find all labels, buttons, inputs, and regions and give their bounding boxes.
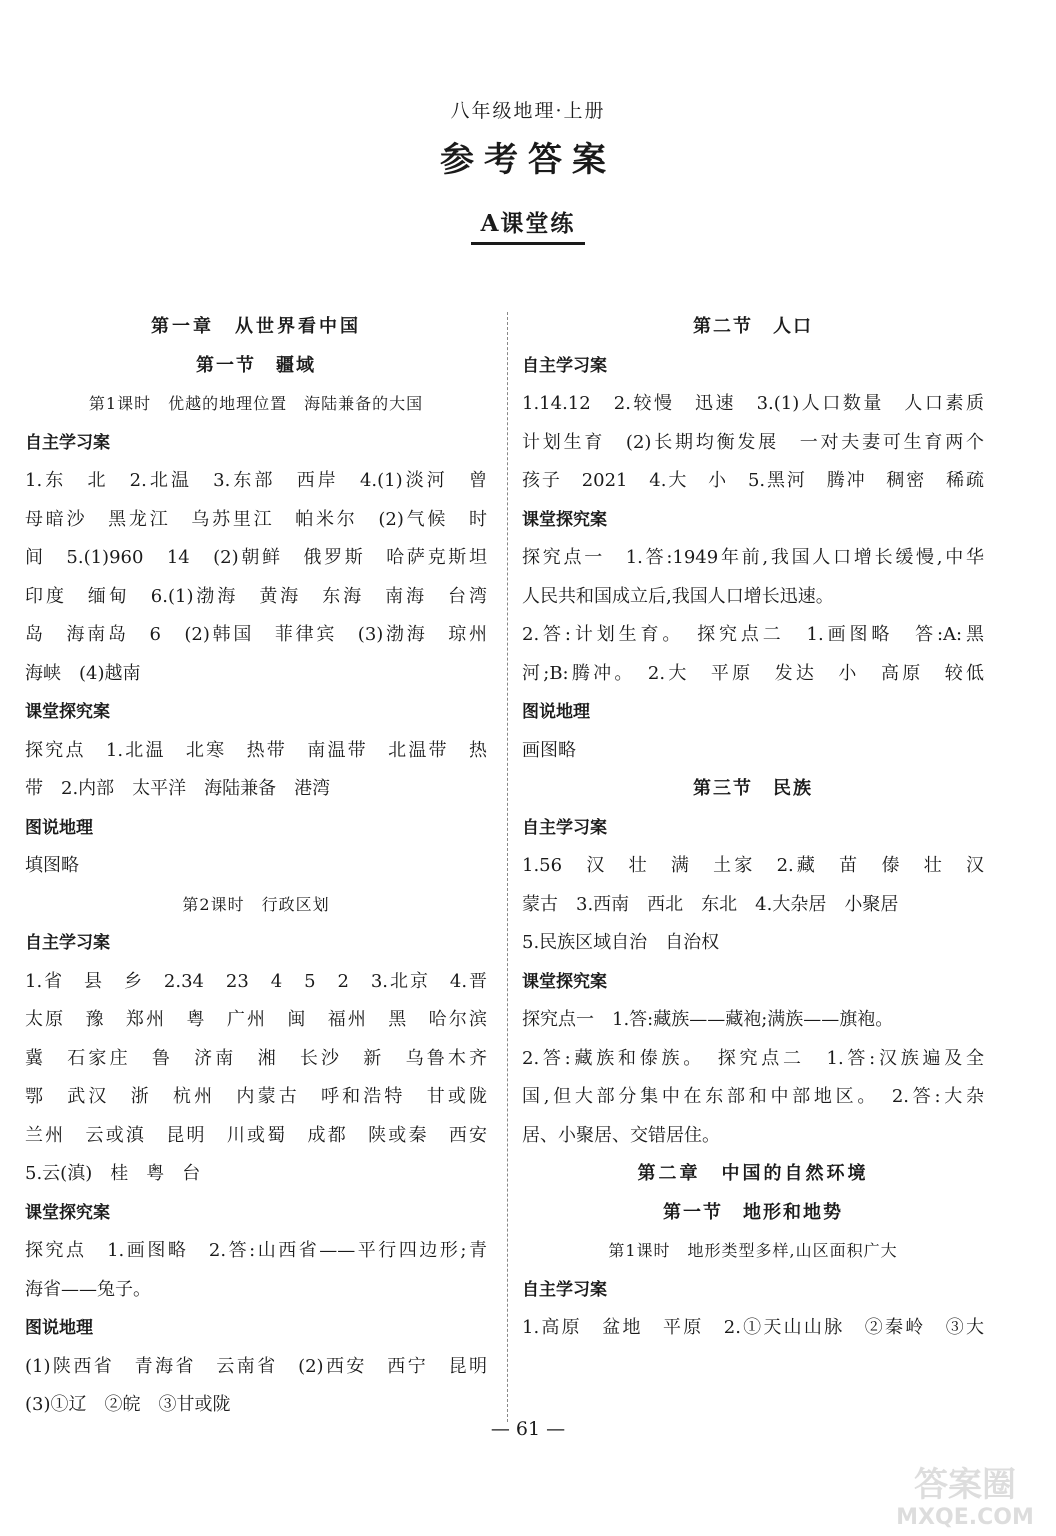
text-line: 海省——兔子。: [25, 1278, 151, 1300]
column-divider: [507, 312, 508, 1422]
text-line: 画图略: [522, 739, 576, 761]
text-line: 第三节 民族: [693, 778, 813, 799]
text-line: 孩子 2021 4.大 小 5.黑河 腾冲 稠密 稀疏: [522, 470, 984, 491]
text-line: 国,但大部分集中在东部和中部地区。 2.答:大杂: [522, 1086, 984, 1107]
text-line: 图说地理: [522, 702, 590, 722]
right-column: [522, 308, 984, 1348]
text-line: 1.14.12 2.较慢 迅速 3.(1)人口数量 人口素质: [522, 393, 984, 414]
text-line: 5.云(滇) 桂 粤 台: [25, 1163, 201, 1184]
text-line: 1.东 北 2.北温 3.东部 西岸 4.(1)淡河 曾: [25, 470, 487, 491]
text-line: 自主学习案: [522, 817, 607, 838]
text-line: 课堂探究案: [522, 509, 607, 530]
text-line: 图说地理: [25, 817, 93, 838]
text-line: 第一节 疆域: [196, 354, 316, 376]
text-line: 兰州 云或滇 昆明 川或蜀 成都 陕或秦 西安: [25, 1124, 487, 1146]
text-line: 探究点一 1.答:1949年前,我国人口增长缓慢,中华: [522, 547, 984, 568]
text-line: 2.答:计划生育。 探究点二 1.画图略 答:A:黑: [522, 624, 984, 645]
text-line: 蒙古 3.西南 西北 东北 4.大杂居 小聚居: [522, 893, 899, 915]
text-line: 1.56 汉 壮 满 土家 2.藏 苗 傣 壮 汉: [522, 855, 984, 876]
text-line: 1.高原 盆地 平原 2.①天山山脉 ②秦岭 ③大: [522, 1317, 984, 1338]
text-line: 课堂探究案: [25, 702, 110, 722]
text-line: 印度 缅甸 6.(1)渤海 黄海 东海 南海 台湾: [25, 585, 487, 607]
section-header: [0, 205, 1056, 245]
text-line: 第1课时 地形类型多样,山区面积广大: [608, 1241, 898, 1260]
text-line: 母暗沙 黑龙江 乌苏里江 帕米尔 (2)气候 时: [25, 508, 487, 530]
watermark-text: 答案圈: [914, 1465, 1016, 1505]
watermark-site: MXQE.COM: [896, 1505, 1034, 1530]
text-line: 第一节 地形和地势: [663, 1201, 843, 1223]
text-line: 第二章 中国的自然环境: [637, 1163, 869, 1184]
text-line: (1)陕西省 青海省 云南省 (2)西安 西宁 昆明: [25, 1355, 487, 1377]
text-line: 探究点 1.画图略 2.答:山西省——平行四边形;青: [25, 1240, 487, 1261]
text-line: 自主学习案: [25, 432, 110, 453]
page-subtitle: 八年级地理·上册: [450, 100, 606, 122]
text-line: 岛 海南岛 6 (2)韩国 菲律宾 (3)渤海 琼州: [25, 624, 487, 645]
text-line: 河;B:腾冲。 2.大 平原 发达 小 高原 较低: [522, 662, 984, 684]
text-line: 海峡 (4)越南: [25, 662, 141, 684]
text-line: 居、小聚居、交错居住。: [522, 1124, 720, 1146]
text-line: 人民共和国成立后,我国人口增长迅速。: [522, 585, 834, 607]
text-line: 计划生育 (2)长期均衡发展 一对夫妻可生育两个: [522, 431, 984, 453]
text-line: 自主学习案: [522, 1279, 607, 1300]
text-line: 第一章 从世界看中国: [151, 316, 361, 337]
text-line: 5.民族区域自治 自治权: [522, 932, 720, 953]
text-line: 探究点一 1.答:藏族——藏袍;满族——旗袍。: [522, 1009, 894, 1030]
text-line: 图说地理: [25, 1318, 93, 1338]
text-line: 第2课时 行政区划: [182, 894, 330, 914]
section-title: A课堂练: [471, 205, 586, 245]
text-line: (3)①辽 ②皖 ③甘或陇: [25, 1394, 231, 1415]
text-line: 1.省 县 乡 2.34 23 4 5 2 3.北京 4.晋: [25, 970, 487, 992]
text-line: 间 5.(1)960 14 (2)朝鲜 俄罗斯 哈萨克斯坦: [25, 547, 487, 568]
text-line: 自主学习案: [522, 355, 607, 376]
text-line: 太原 豫 郑州 粤 广州 闽 福州 黑 哈尔滨: [25, 1009, 487, 1030]
text-line: 自主学习案: [25, 933, 110, 953]
text-line: 课堂探究案: [522, 971, 607, 992]
left-column: [25, 308, 487, 1425]
text-line: 课堂探究案: [25, 1202, 110, 1223]
watermark-logo: [880, 1458, 1050, 1530]
text-line: 第二节 人口: [693, 316, 813, 337]
text-line: 填图略: [25, 855, 79, 876]
text-line: 第1课时 优越的地理位置 海陆兼备的大国: [88, 394, 424, 413]
text-line: 2.答:藏族和傣族。 探究点二 1.答:汉族遍及全: [522, 1047, 984, 1069]
page-number: — 61 —: [490, 1418, 566, 1440]
text-line: 带 2.内部 太平洋 海陆兼备 港湾: [25, 778, 331, 799]
text-line: 探究点 1.北温 北寒 热带 南温带 北温带 热: [25, 739, 487, 761]
page-title: 参考答案: [440, 140, 616, 180]
text-line: 冀 石家庄 鲁 济南 湘 长沙 新 乌鲁木齐: [25, 1047, 487, 1069]
text-line: 鄂 武汉 浙 杭州 内蒙古 呼和浩特 甘或陇: [25, 1086, 487, 1107]
